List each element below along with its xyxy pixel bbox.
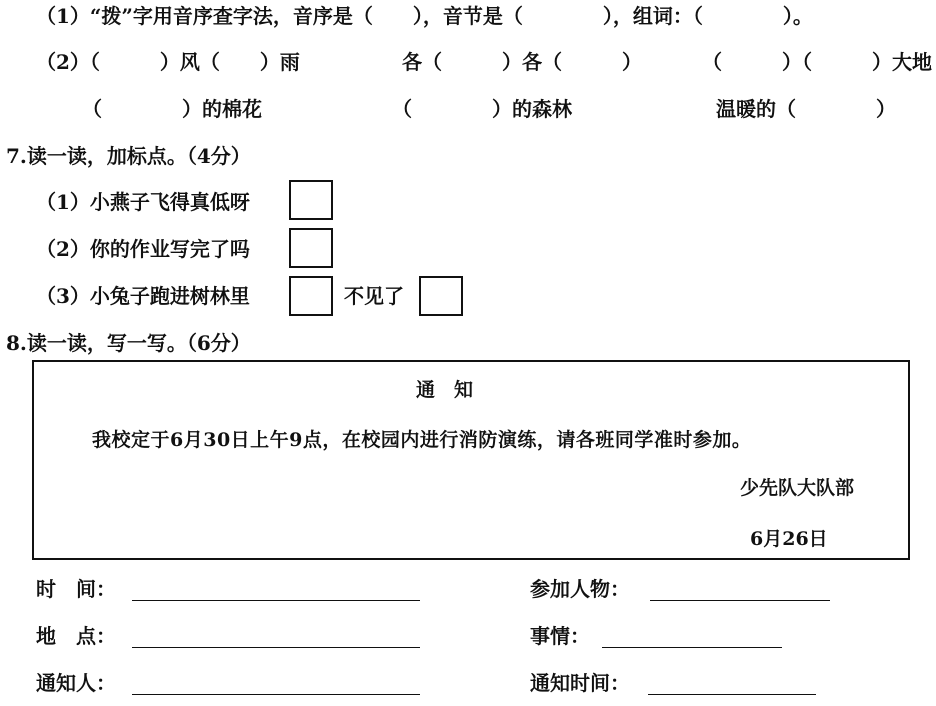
notice-box [32,360,910,560]
field-matter-label: 事情： [530,624,590,648]
notice-date: 6月26日 [750,528,828,550]
q6-row2-a: （2）（ ）风（ ）雨 [36,50,300,74]
field-notice-time-line[interactable] [648,694,816,695]
q7-answer-box-2[interactable] [289,228,333,268]
notice-heading: 通 知 [416,379,474,401]
notice-body: 我校定于6月30日上午9点，在校园内进行消防演练，请各班同学准时参加。 [92,429,752,451]
q7-item-2: （2）你的作业写完了吗 [36,237,250,261]
q7-answer-box-1[interactable] [289,180,333,220]
q6-row3-c: 温暖的（ ） [716,97,896,121]
field-notice-time-label: 通知时间： [530,671,630,695]
field-time-label: 时 间： [36,577,116,601]
q7-title: 7.读一读，加标点。（4分） [6,144,251,168]
q7-item-1: （1）小燕子飞得真低呀 [36,190,250,214]
field-participants-line[interactable] [650,600,830,601]
field-notifier-line[interactable] [132,694,420,695]
q6-row2-c: （ ）（ ）大地 [702,50,932,74]
q6-row3-b: （ ）的森林 [392,97,572,121]
field-time-line[interactable] [132,600,420,601]
field-participants-label: 参加人物： [530,577,630,601]
q8-title: 8.读一读，写一写。（6分） [6,331,251,355]
q7-answer-box-3a[interactable] [289,276,333,316]
field-notifier-label: 通知人： [36,671,116,695]
q7-item-3-tail: 不见了 [344,284,404,308]
field-place-label: 地 点： [36,624,116,648]
q7-answer-box-3b[interactable] [419,276,463,316]
q6-line1: （1）“拨”字用音序查字法，音序是（ ），音节是（ ），组词：（ ）。 [36,4,813,28]
q6-row3-a: （ ）的棉花 [82,97,262,121]
q6-row2-b: 各（ ）各（ ） [402,50,642,74]
field-matter-line[interactable] [602,647,782,648]
field-place-line[interactable] [132,647,420,648]
notice-sender: 少先队大队部 [740,477,855,499]
q7-item-3: （3）小兔子跑进树林里 [36,284,250,308]
